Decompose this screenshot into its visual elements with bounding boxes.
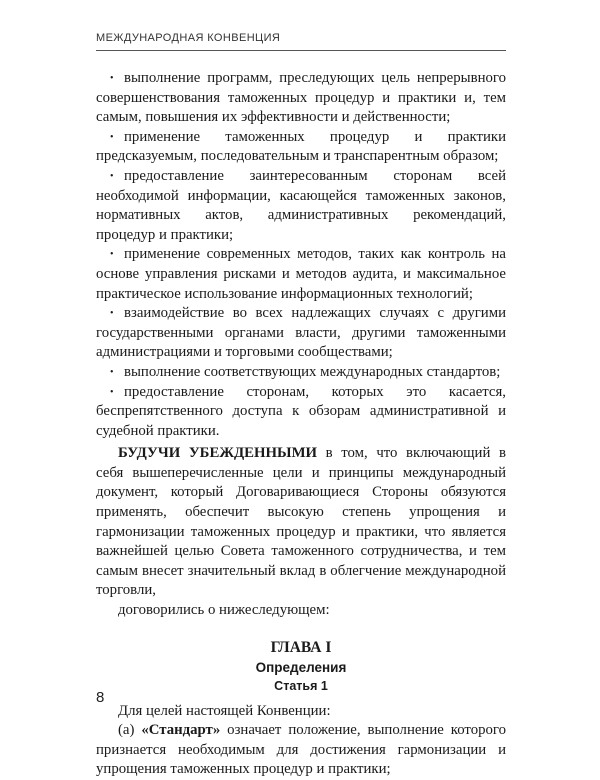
bullet-text: выполнение программ, преследующих цель непрерывного совершенствования таможенных процедур и практики и, тем самым, повышения их эффективности и действенности; [96, 70, 506, 126]
page-number: 8 [96, 689, 105, 706]
page-body [96, 69, 506, 780]
article-title: Статья 1 [274, 678, 328, 693]
bullet-text: применение таможенных процедур и практики предсказуемым, последовательным и транспарентным образом; [96, 128, 506, 165]
convinced-lead: БУДУЧИ УБЕЖДЕННЫМИ [118, 445, 318, 462]
bullet-icon: • [110, 73, 114, 84]
definition-term: «Стандарт» [141, 722, 221, 739]
bullet-text: взаимодействие во всех надлежащих случаях с другими государственными органами власти, другими таможенными администрациями и торговыми сообществами; [96, 305, 506, 361]
definition-text: означает положение, выполнение которого признается необходимым для достижения гармонизации и упрощения таможенных процедур и практики; [96, 722, 506, 778]
header-divider [96, 50, 506, 51]
bullet-icon: • [110, 170, 114, 182]
bullet-item [96, 128, 506, 167]
bullet-text: применение современных методов, таких как контроль на основе управления рисками и методов аудита, и максимальное практическое использование информационных технологий; [96, 246, 506, 302]
bullet-icon: • [110, 366, 114, 378]
bullet-icon: • [110, 249, 114, 261]
bullet-icon: • [110, 131, 114, 143]
convinced-paragraph [96, 444, 506, 601]
definition-a [96, 721, 506, 780]
bullet-text: предоставление заинтересованным сторонам всей необходимой информации, касающейся таможенных законов, нормативных актов, административных рекомендаций, процедур и практики; [96, 167, 506, 243]
agreed-line: договорились о нижеследующем: [118, 602, 330, 619]
bullet-item [96, 167, 506, 245]
bullet-item [96, 304, 506, 363]
chapter-title: ГЛАВА I [270, 638, 332, 656]
bullet-icon: • [110, 386, 114, 398]
bullet-item [96, 383, 506, 442]
bullet-text: выполнение соответствующих международных стандартов; [124, 363, 501, 380]
section-title: Определения [255, 659, 347, 675]
definition-marker: (а) [118, 722, 142, 739]
intro-line: Для целей настоящей Конвенции: [118, 702, 331, 719]
bullet-item [96, 245, 506, 304]
running-header: МЕЖДУНАРОДНАЯ КОНВЕНЦИЯ [96, 32, 281, 44]
bullet-text: предоставление сторонам, которых это касается, беспрепятственного доступа к обзорам административной и судебной практики. [96, 383, 506, 439]
bullet-item [96, 363, 506, 383]
convinced-text: в том, что включающий в себя вышеперечисленные цели и принципы международный документ, который Договаривающиеся Стороны обязуются применять, обеспечит высокую степень упрощения и гармонизации таможенных процедур и практики, что является важнейшей целью Совета таможенного сотрудничества, и тем самым внесет значительный вклад в облегчение международной торговли, [96, 445, 506, 599]
bullet-item [96, 69, 506, 128]
bullet-icon: • [110, 308, 114, 320]
